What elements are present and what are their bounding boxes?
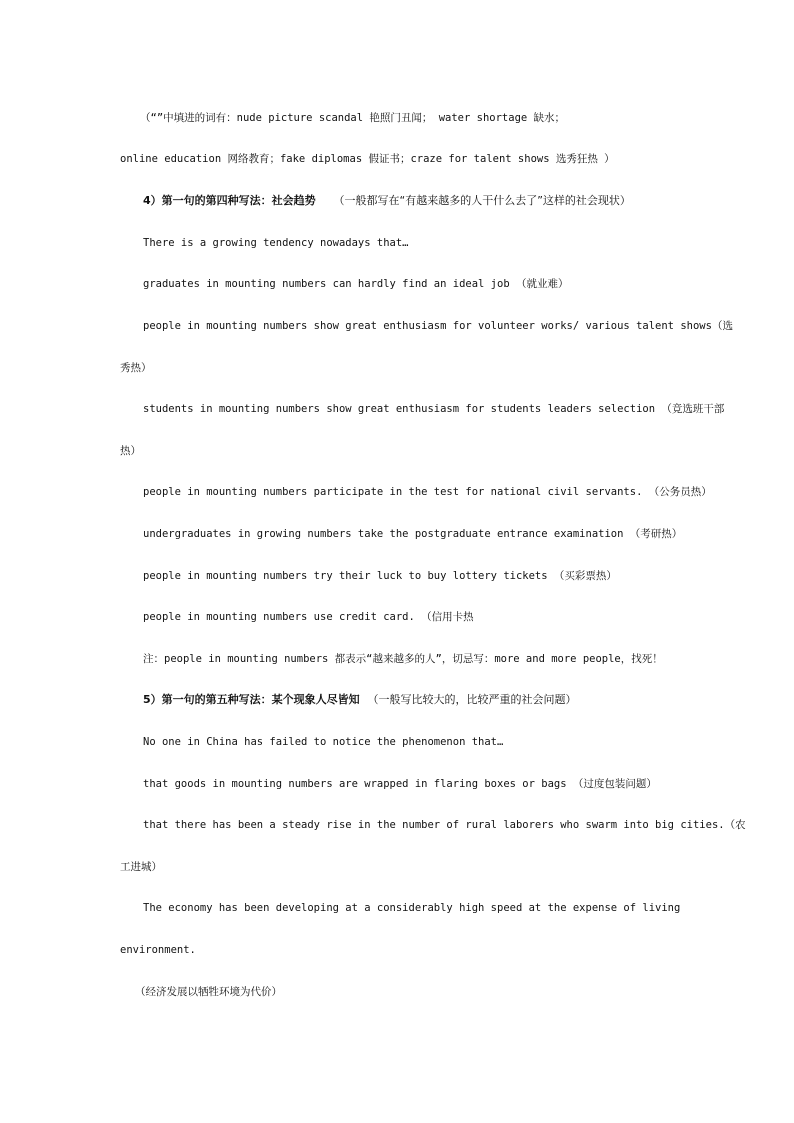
example-line-volunteer: people in mounting numbers show great enthusiasm for volunteer works/ various talent shows（选 (143, 320, 733, 332)
section-heading-4 (143, 194, 631, 208)
text-line-fill-words: （“”中填进的词有：nude picture scandal 艳照门丑闻； water shortage 缺水； (140, 112, 566, 124)
example-line-rural-laborers: that there has been a steady rise in the number of rural laborers who swarm into big cities.（农 (143, 819, 746, 831)
example-line-rural-laborers-cont: 工进城） (120, 861, 162, 873)
example-line-graduates: graduates in mounting numbers can hardly find an ideal job （就业难） (143, 278, 569, 290)
text-line-fill-words-cont: online education 网络教育；fake diplomas 假证书；craze for talent shows 选秀狂热 ） (120, 153, 615, 165)
example-line-credit-card: people in mounting numbers use credit card. （信用卡热 (143, 611, 474, 623)
example-line-lottery: people in mounting numbers try their luck to buy lottery tickets （买彩票热） (143, 570, 617, 582)
example-line-economy: The economy has been developing at a considerably high speed at the expense of living (143, 902, 681, 914)
example-line-tendency: There is a growing tendency nowadays that… (143, 237, 409, 249)
example-line-economy-translation: （经济发展以牺牲环境为代价） (135, 986, 282, 998)
section-heading-4-note: （一般都写在“有越来越多的人干什么去了”这样的社会现状） (333, 194, 631, 207)
example-line-phenomenon: No one in China has failed to notice the phenomenon that… (143, 736, 504, 748)
example-line-students-cont: 热） (120, 445, 141, 457)
section-heading-4-title: 4）第一句的第四种写法：社会趋势 (143, 194, 316, 207)
section-heading-5 (143, 693, 577, 707)
example-line-students: students in mounting numbers show great enthusiasm for students leaders selection （竞选班干部 (143, 403, 725, 415)
example-line-economy-cont: environment. (120, 944, 196, 956)
example-line-civil-servants: people in mounting numbers participate in the test for national civil servants. （公务员热） (143, 486, 712, 498)
example-line-packaging: that goods in mounting numbers are wrapped in flaring boxes or bags （过度包装问题） (143, 778, 657, 790)
section-heading-5-title: 5）第一句的第五种写法：某个现象人尽皆知 (143, 693, 360, 706)
section-heading-5-note: （一般写比较大的，比较严重的社会问题） (367, 693, 577, 706)
example-line-volunteer-cont: 秀热） (120, 362, 152, 374)
example-line-postgraduate: undergraduates in growing numbers take the postgraduate entrance examination （考研热） (143, 528, 683, 540)
note-line: 注：people in mounting numbers 都表示“越来越多的人”，切忌写：more and more people，找死！ (143, 653, 663, 665)
